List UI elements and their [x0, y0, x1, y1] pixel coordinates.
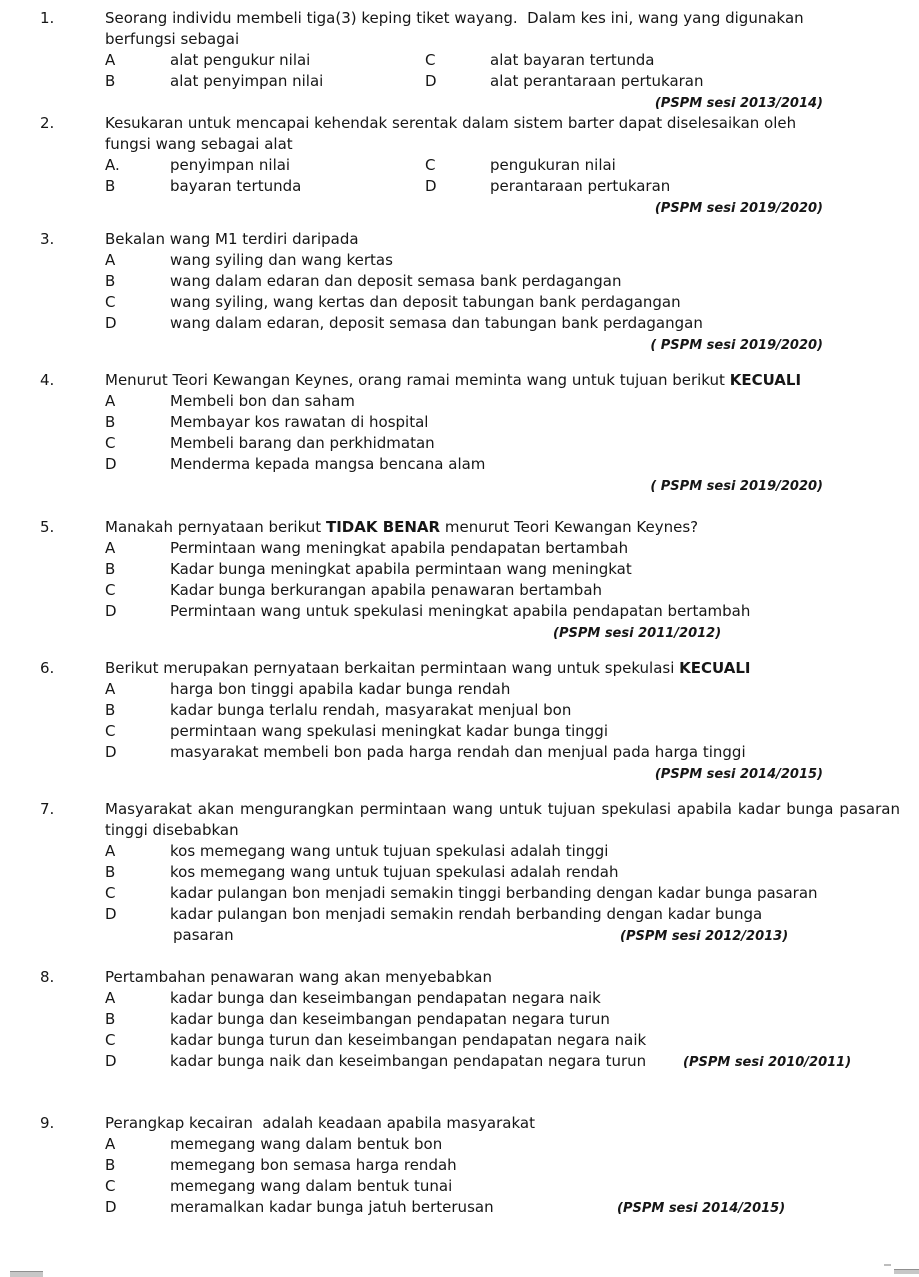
question-line [105, 658, 900, 679]
question-line [105, 229, 900, 250]
option-letter: B [105, 177, 116, 195]
citation-line [105, 763, 900, 784]
option-row [105, 1030, 900, 1051]
question-number: 1. [40, 9, 55, 27]
emphasis-text: TIDAK BENAR [325, 518, 441, 536]
question-number: 8. [40, 968, 55, 986]
source-citation: (PSPM sesi 2010/2011) [683, 1055, 852, 1070]
question-number: 4. [40, 371, 55, 389]
option-text: penyimpan nilai [170, 156, 291, 174]
option-row [105, 71, 900, 92]
option-row [105, 250, 900, 271]
question-content [105, 229, 900, 355]
option-row [105, 176, 900, 197]
question-line [105, 8, 900, 29]
option-text: Menderma kepada mangsa bencana alam [170, 455, 486, 473]
question-block [0, 967, 919, 1072]
question-block [0, 799, 919, 946]
option-letter: D [105, 1198, 117, 1216]
option-text: alat perantaraan pertukaran [490, 72, 704, 90]
option-letter: C [105, 293, 116, 311]
question-text: tinggi disebabkan [105, 821, 239, 839]
option-letter: B [105, 1010, 116, 1028]
question-block [0, 517, 919, 643]
question-block [0, 229, 919, 355]
option-row [105, 50, 900, 71]
option-text: alat pengukur nilai [170, 51, 311, 69]
option-row [105, 862, 900, 883]
question-text: Berikut merupakan pernyataan berkaitan permintaan wang untuk spekulasi [105, 659, 680, 677]
option-text: permintaan wang spekulasi meningkat kadar bunga tinggi [170, 722, 608, 740]
question-block [0, 370, 919, 496]
question-text: Masyarakat akan mengurangkan permintaan wang untuk tujuan spekulasi apabila kadar bunga pasaran [105, 800, 900, 818]
option-text: memegang wang dalam bentuk tunai [170, 1177, 453, 1195]
option-letter: A [105, 539, 116, 557]
option-row [105, 391, 900, 412]
option-row [105, 454, 900, 475]
option-text: wang syiling, wang kertas dan deposit tabungan bank perdagangan [170, 293, 681, 311]
option-text: perantaraan pertukaran [490, 177, 671, 195]
option-row [105, 1155, 900, 1176]
question-line [105, 517, 900, 538]
option-row [105, 742, 900, 763]
option-letter: A. [105, 156, 120, 174]
option-letter: B [105, 72, 116, 90]
question-text: Pertambahan penawaran wang akan menyebabkan [105, 968, 492, 986]
option-text: bayaran tertunda [170, 177, 302, 195]
question-text: Manakah pernyataan berikut [105, 518, 326, 536]
question-content [105, 967, 900, 1072]
question-text: Perangkap kecairan adalah keadaan apabila masyarakat [105, 1114, 535, 1132]
scan-artifact-tick [884, 1264, 891, 1266]
option-text: memegang wang dalam bentuk bon [170, 1135, 443, 1153]
scan-artifact-bottom-left [10, 1271, 43, 1277]
question-line [105, 113, 900, 134]
option-text: kadar pulangan bon menjadi semakin tinggi berbanding dengan kadar bunga pasaran [170, 884, 818, 902]
option-letter: A [105, 989, 116, 1007]
option-text: Membeli bon dan saham [170, 392, 355, 410]
option-text: wang dalam edaran dan deposit semasa bank perdagangan [170, 272, 622, 290]
option-row [105, 904, 900, 925]
option-letter: D [105, 743, 117, 761]
source-citation: (PSPM sesi 2011/2012) [553, 626, 722, 641]
option-row [105, 679, 900, 700]
question-text: menurut Teori Kewangan Keynes? [440, 518, 699, 536]
question-text: berfungsi sebagai [105, 30, 240, 48]
source-citation: (PSPM sesi 2014/2015) [617, 1201, 786, 1216]
citation-line [105, 475, 900, 496]
option-letter: C [105, 1177, 116, 1195]
question-content [105, 799, 900, 946]
option-row [105, 580, 900, 601]
option-letter: C [105, 884, 116, 902]
option-text: Permintaan wang untuk spekulasi meningkat apabila pendapatan bertambah [170, 602, 751, 620]
emphasis-text: KECUALI [679, 659, 751, 677]
option-letter: D [105, 905, 117, 923]
question-text: Bekalan wang M1 terdiri daripada [105, 230, 359, 248]
option-row [105, 559, 900, 580]
option-letter: C [105, 722, 116, 740]
option-text: Permintaan wang meningkat apabila pendapatan bertambah [170, 539, 629, 557]
option-text: alat penyimpan nilai [170, 72, 324, 90]
source-citation: (PSPM sesi 2014/2015) [654, 767, 823, 782]
option-letter: D [105, 314, 117, 332]
option-row [105, 721, 900, 742]
question-line [105, 1113, 900, 1134]
question-line [105, 967, 900, 988]
option-letter: B [105, 272, 116, 290]
question-content [105, 1113, 900, 1218]
option-letter: A [105, 392, 116, 410]
question-block [0, 658, 919, 784]
option-letter: B [105, 560, 116, 578]
question-text: fungsi wang sebagai alat [105, 135, 293, 153]
option-text: kadar bunga terlalu rendah, masyarakat menjual bon [170, 701, 572, 719]
option-row [105, 1009, 900, 1030]
option-row [105, 1197, 900, 1218]
option-text: kadar bunga naik dan keseimbangan pendapatan negara turun [170, 1052, 647, 1070]
option-letter: B [105, 701, 116, 719]
option-row [105, 601, 900, 622]
option-letter: A [105, 842, 116, 860]
option-text: kadar bunga turun dan keseimbangan pendapatan negara naik [170, 1031, 647, 1049]
option-text: masyarakat membeli bon pada harga rendah dan menjual pada harga tinggi [170, 743, 746, 761]
question-number: 3. [40, 230, 55, 248]
option-letter: D [105, 602, 117, 620]
option-row [105, 988, 900, 1009]
citation-line [105, 334, 900, 355]
option-letter: B [105, 1156, 116, 1174]
question-block [0, 8, 919, 113]
option-row [105, 271, 900, 292]
question-content [105, 8, 900, 113]
option-letter: A [105, 1135, 116, 1153]
question-line [105, 370, 900, 391]
question-line [105, 29, 900, 50]
option-text: Membayar kos rawatan di hospital [170, 413, 429, 431]
option-row [105, 1051, 900, 1072]
option-row [105, 841, 900, 862]
option-row [105, 292, 900, 313]
option-text: Kadar bunga berkurangan apabila penawaran bertambah [170, 581, 603, 599]
question-content [105, 113, 900, 218]
question-content [105, 658, 900, 784]
question-text: Seorang individu membeli tiga(3) keping tiket wayang. Dalam kes ini, wang yang digunakan [105, 9, 804, 27]
question-number: 7. [40, 800, 55, 818]
option-row [105, 313, 900, 334]
question-line [105, 820, 900, 841]
option-letter: D [105, 1052, 117, 1070]
emphasis-text: KECUALI [729, 371, 802, 389]
question-list [0, 8, 919, 1218]
option-letter: B [105, 413, 116, 431]
option-row [105, 1134, 900, 1155]
source-citation: (PSPM sesi 2019/2020) [654, 201, 823, 216]
option-text: kos memegang wang untuk tujuan spekulasi adalah tinggi [170, 842, 609, 860]
option-row [105, 538, 900, 559]
option-text: alat bayaran tertunda [490, 51, 655, 69]
citation-line [105, 197, 900, 218]
option-letter: C [105, 434, 116, 452]
question-content [105, 517, 900, 643]
question-block [0, 1113, 919, 1218]
question-number: 5. [40, 518, 55, 536]
option-letter: C [105, 581, 116, 599]
option-letter: A [105, 51, 116, 69]
option-text: memegang bon semasa harga rendah [170, 1156, 457, 1174]
citation-line [105, 622, 900, 643]
continuation-row [105, 925, 900, 946]
citation-line [105, 92, 900, 113]
option-letter: D [425, 177, 437, 195]
continuation-text: pasaran [173, 926, 234, 944]
question-line [105, 134, 900, 155]
source-citation: (PSPM sesi 2013/2014) [654, 96, 823, 111]
option-row [105, 883, 900, 904]
option-row [105, 433, 900, 454]
option-row [105, 1176, 900, 1197]
option-letter: D [425, 72, 437, 90]
option-letter: C [425, 51, 436, 69]
option-text: kadar bunga dan keseimbangan pendapatan negara turun [170, 1010, 610, 1028]
option-text: Membeli barang dan perkhidmatan [170, 434, 435, 452]
option-row [105, 412, 900, 433]
question-line [105, 799, 900, 820]
question-number: 9. [40, 1114, 55, 1132]
option-letter: B [105, 863, 116, 881]
option-text: wang syiling dan wang kertas [170, 251, 393, 269]
option-text: kadar bunga dan keseimbangan pendapatan negara naik [170, 989, 601, 1007]
option-text: meramalkan kadar bunga jatuh berterusan [170, 1198, 494, 1216]
option-row [105, 700, 900, 721]
question-text: Menurut Teori Kewangan Keynes, orang ramai meminta wang untuk tujuan berikut [105, 371, 730, 389]
question-text: Kesukaran untuk mencapai kehendak serentak dalam sistem barter dapat diselesaikan oleh [105, 114, 797, 132]
option-letter: C [105, 1031, 116, 1049]
question-number: 6. [40, 659, 55, 677]
option-letter: A [105, 251, 116, 269]
option-row [105, 155, 900, 176]
option-text: Kadar bunga meningkat apabila permintaan wang meningkat [170, 560, 632, 578]
scan-artifact-bottom-right [894, 1269, 919, 1274]
option-text: wang dalam edaran, deposit semasa dan tabungan bank perdagangan [170, 314, 703, 332]
option-letter: C [425, 156, 436, 174]
option-letter: D [105, 455, 117, 473]
question-number: 2. [40, 114, 55, 132]
option-text: kadar pulangan bon menjadi semakin rendah berbanding dengan kadar bunga [170, 905, 763, 923]
question-block [0, 113, 919, 218]
option-text: pengukuran nilai [490, 156, 616, 174]
question-content [105, 370, 900, 496]
source-citation: ( PSPM sesi 2019/2020) [650, 479, 823, 494]
source-citation: (PSPM sesi 2012/2013) [620, 929, 789, 944]
option-letter: A [105, 680, 116, 698]
option-text: kos memegang wang untuk tujuan spekulasi adalah rendah [170, 863, 619, 881]
source-citation: ( PSPM sesi 2019/2020) [650, 338, 823, 353]
option-text: harga bon tinggi apabila kadar bunga rendah [170, 680, 511, 698]
